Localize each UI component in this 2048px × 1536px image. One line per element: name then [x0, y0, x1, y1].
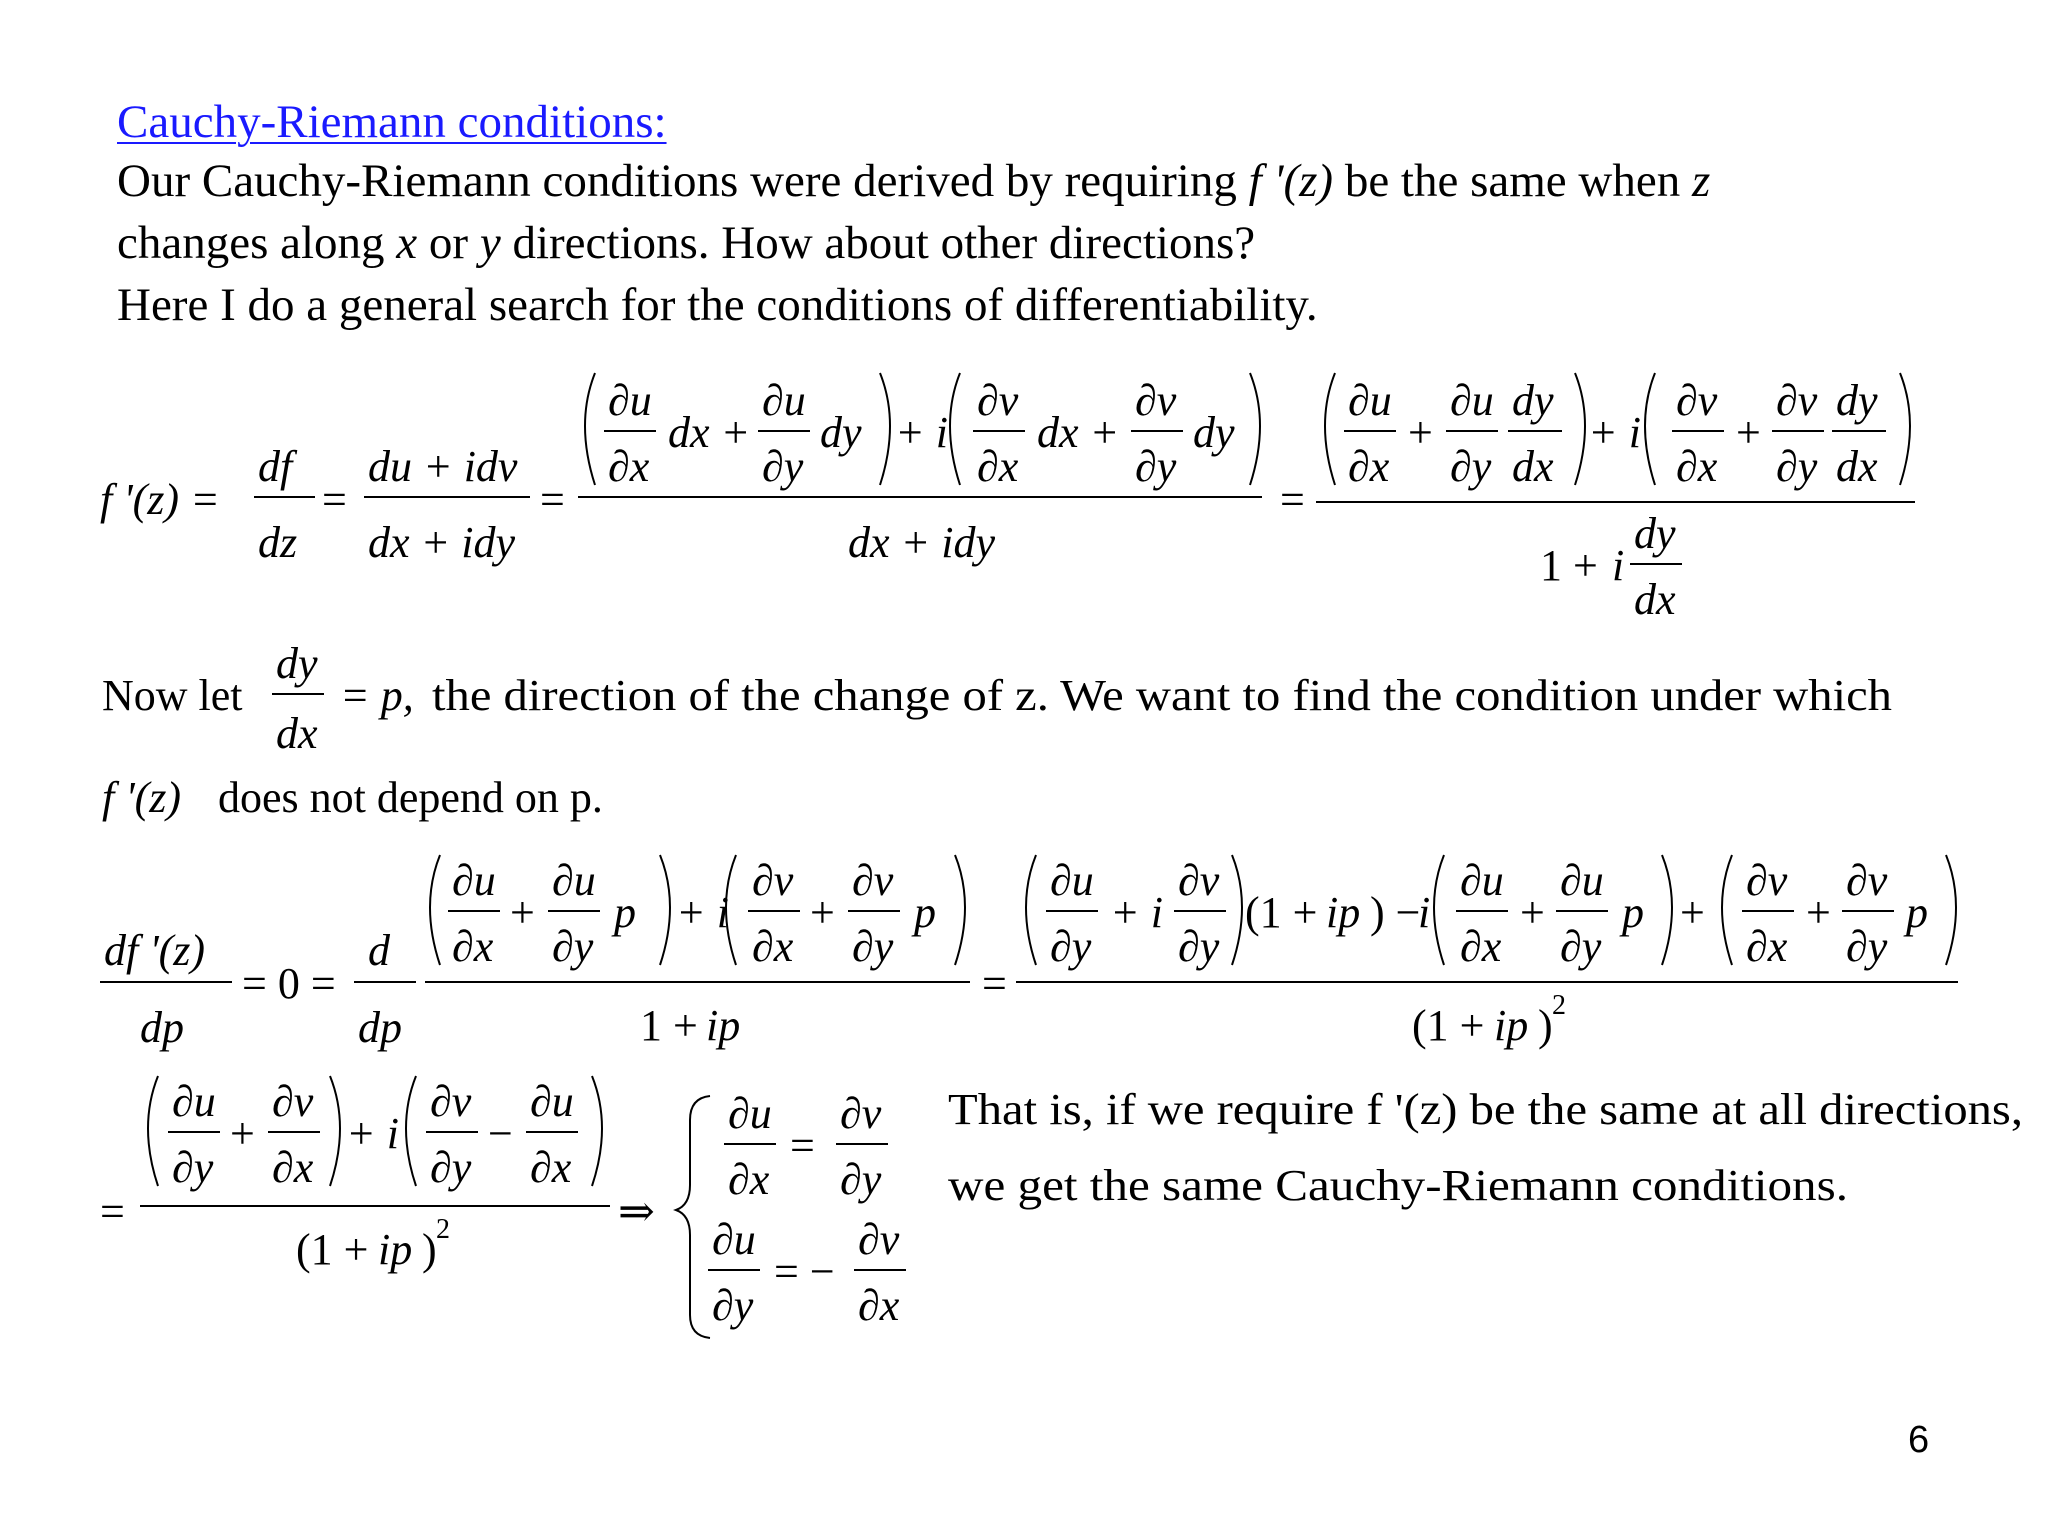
svg-text:dy: dy — [1634, 509, 1676, 558]
svg-text:⇒: ⇒ — [618, 1187, 655, 1236]
svg-text:+ i: + i — [1588, 408, 1641, 457]
eq1-du-idv: du + idv — [368, 442, 518, 491]
svg-text:dx: dx — [276, 709, 318, 758]
svg-text:f '(z): f '(z) — [102, 773, 182, 822]
svg-text:∂y: ∂y — [852, 922, 894, 971]
now-let-label: Now let — [102, 671, 243, 720]
svg-text:∂v: ∂v — [858, 1215, 900, 1264]
svg-text:∂u: ∂u — [530, 1077, 574, 1126]
svg-text:(1 +: (1 + — [1245, 888, 1318, 937]
svg-text:dy: dy — [276, 639, 318, 688]
svg-text:) −: ) − — [1370, 888, 1421, 937]
svg-text:∂x: ∂x — [752, 922, 794, 971]
svg-text:i: i — [1612, 541, 1625, 590]
svg-text:∂v: ∂v — [1135, 376, 1177, 425]
svg-text:∂v: ∂v — [752, 856, 794, 905]
svg-text:∂u: ∂u — [552, 856, 596, 905]
equation-derivative-p — [100, 855, 1958, 1052]
svg-text:1 +: 1 + — [640, 1001, 698, 1050]
svg-text:∂v: ∂v — [977, 376, 1019, 425]
math-fprime-z: f '(z) — [1248, 155, 1334, 207]
svg-text:): ) — [422, 1225, 437, 1274]
svg-text:dp: dp — [358, 1003, 402, 1052]
svg-text:dp: dp — [140, 1003, 184, 1052]
math-y: y — [479, 217, 501, 269]
svg-text:+: + — [810, 888, 835, 937]
svg-text:∂y: ∂y — [172, 1143, 214, 1192]
math-x: x — [396, 217, 418, 269]
svg-text:dx: dx — [1512, 442, 1554, 491]
conclusion-line-1: That is, if we require f '(z) be the same at all directions, — [948, 1085, 2023, 1134]
svg-text:∂u: ∂u — [1050, 856, 1094, 905]
svg-text:∂u: ∂u — [452, 856, 496, 905]
slide-title[interactable]: Cauchy-Riemann conditions: — [117, 96, 667, 148]
intro-text: Our Cauchy-Riemann conditions were derived by requiring — [117, 155, 1249, 207]
svg-text:∂x: ∂x — [530, 1143, 572, 1192]
svg-text:dy: dy — [1512, 376, 1554, 425]
svg-text:∂x: ∂x — [608, 442, 650, 491]
svg-text:∂x: ∂x — [728, 1155, 770, 1204]
eq1-df: df — [258, 442, 293, 491]
svg-text:∂x: ∂x — [858, 1281, 900, 1330]
svg-text:∂x: ∂x — [1746, 922, 1788, 971]
svg-text:∂y: ∂y — [1135, 442, 1177, 491]
eq1-dx-idy: dx + idy — [368, 518, 515, 567]
svg-text:2: 2 — [1552, 990, 1566, 1021]
svg-text:+ i: + i — [895, 408, 948, 457]
svg-text:2: 2 — [436, 1214, 450, 1245]
direction-text: the direction of the change of z. We want to find the condition under which — [432, 671, 1893, 720]
conclusion — [948, 1085, 2023, 1210]
eq1-fprime-z: f '(z) = — [100, 475, 220, 524]
svg-text:+ i: + i — [1110, 888, 1163, 937]
svg-text:∂x: ∂x — [977, 442, 1019, 491]
svg-text:dx: dx — [1634, 575, 1676, 624]
svg-text:∂x: ∂x — [1348, 442, 1390, 491]
svg-text:∂y: ∂y — [430, 1143, 472, 1192]
svg-text:∂v: ∂v — [1178, 856, 1220, 905]
svg-text:=: = — [790, 1121, 815, 1170]
svg-text:1 +: 1 + — [1540, 541, 1598, 590]
svg-text:∂y: ∂y — [1450, 442, 1492, 491]
svg-text:dy: dy — [820, 408, 862, 457]
intro-line-3: Here I do a general search for the conditions of differentiability. — [117, 279, 1318, 331]
svg-text:∂u: ∂u — [1560, 856, 1604, 905]
svg-text:∂u: ∂u — [1348, 376, 1392, 425]
svg-text:+: + — [230, 1109, 255, 1158]
svg-text:dx + idy: dx + idy — [848, 518, 995, 567]
svg-text:dx +: dx + — [1037, 408, 1120, 457]
svg-text:= 0 =: = 0 = — [242, 959, 336, 1008]
svg-text:∂v: ∂v — [840, 1089, 882, 1138]
svg-text:(1 +: (1 + — [296, 1225, 369, 1274]
math-z: z — [1691, 155, 1711, 207]
intro-text: be the same when — [1333, 155, 1692, 207]
svg-text:∂v: ∂v — [272, 1077, 314, 1126]
svg-text:∂y: ∂y — [1178, 922, 1220, 971]
svg-text:∂v: ∂v — [1776, 376, 1818, 425]
svg-text:−: − — [488, 1109, 513, 1158]
svg-text:∂y: ∂y — [552, 922, 594, 971]
svg-text:df '(z): df '(z) — [104, 926, 206, 975]
svg-text:p: p — [1906, 888, 1928, 937]
svg-text:+ i: + i — [346, 1109, 399, 1158]
svg-text:∂v: ∂v — [430, 1077, 472, 1126]
svg-text:∂v: ∂v — [852, 856, 894, 905]
svg-text:+ i: + i — [676, 888, 729, 937]
svg-text:): ) — [1538, 1001, 1553, 1050]
svg-text:dx: dx — [1836, 442, 1878, 491]
svg-text:∂x: ∂x — [452, 922, 494, 971]
svg-text:∂y: ∂y — [1846, 922, 1888, 971]
conclusion-line-2: we get the same Cauchy-Riemann conditions. — [948, 1161, 1848, 1210]
svg-text:+: + — [1680, 888, 1705, 937]
p-definition: = p, — [340, 671, 414, 720]
svg-text:∂x: ∂x — [1676, 442, 1718, 491]
svg-text:ip: ip — [1494, 1001, 1529, 1050]
svg-text:∂v: ∂v — [1846, 856, 1888, 905]
svg-text:dx +: dx + — [668, 408, 751, 457]
svg-text:∂y: ∂y — [762, 442, 804, 491]
svg-text:∂u: ∂u — [762, 376, 806, 425]
svg-text:ip: ip — [1326, 888, 1361, 937]
svg-text:=: = — [982, 959, 1007, 1008]
svg-text:∂v: ∂v — [1676, 376, 1718, 425]
svg-text:i: i — [1418, 888, 1431, 937]
paragraph-now-let — [102, 639, 1892, 822]
svg-text:+: + — [510, 888, 535, 937]
svg-text:+: + — [1736, 408, 1761, 457]
svg-text:∂x: ∂x — [1460, 922, 1502, 971]
svg-text:(1 +: (1 + — [1412, 1001, 1485, 1050]
svg-text:∂u: ∂u — [712, 1215, 756, 1264]
svg-text:=: = — [1280, 475, 1305, 524]
page-number: 6 — [1908, 1419, 1930, 1461]
svg-text:dy: dy — [1836, 376, 1878, 425]
svg-text:∂u: ∂u — [1450, 376, 1494, 425]
svg-text:∂y: ∂y — [712, 1281, 754, 1330]
svg-text:∂u: ∂u — [728, 1089, 772, 1138]
svg-text:+: + — [1520, 888, 1545, 937]
svg-text:∂y: ∂y — [840, 1155, 882, 1204]
svg-text:∂u: ∂u — [608, 376, 652, 425]
svg-text:∂y: ∂y — [1776, 442, 1818, 491]
intro-text: directions. How about other directions? — [500, 217, 1256, 269]
not-depend-text: does not depend on p. — [218, 773, 603, 822]
svg-text:= −: = − — [774, 1247, 835, 1296]
svg-text:p: p — [914, 888, 936, 937]
eq1-eq2: = — [540, 475, 565, 524]
svg-text:=: = — [100, 1187, 125, 1236]
svg-text:ip: ip — [378, 1225, 413, 1274]
svg-text:d: d — [368, 926, 390, 975]
svg-text:ip: ip — [706, 1001, 741, 1050]
eq1-eq: = — [322, 475, 347, 524]
intro-text: changes along — [117, 217, 397, 269]
equation-fprime-definition — [100, 373, 1915, 624]
eq1-dz: dz — [258, 518, 298, 567]
svg-text:∂u: ∂u — [172, 1077, 216, 1126]
svg-text:∂y: ∂y — [1560, 922, 1602, 971]
svg-text:p: p — [614, 888, 636, 937]
equation-result — [100, 1076, 906, 1338]
svg-text:∂x: ∂x — [272, 1143, 314, 1192]
intro-text: or — [417, 217, 480, 269]
svg-text:dy: dy — [1193, 408, 1235, 457]
svg-text:+: + — [1806, 888, 1831, 937]
svg-text:∂y: ∂y — [1050, 922, 1092, 971]
svg-text:+: + — [1408, 408, 1433, 457]
svg-text:p: p — [1622, 888, 1644, 937]
svg-text:∂v: ∂v — [1746, 856, 1788, 905]
svg-text:∂u: ∂u — [1460, 856, 1504, 905]
